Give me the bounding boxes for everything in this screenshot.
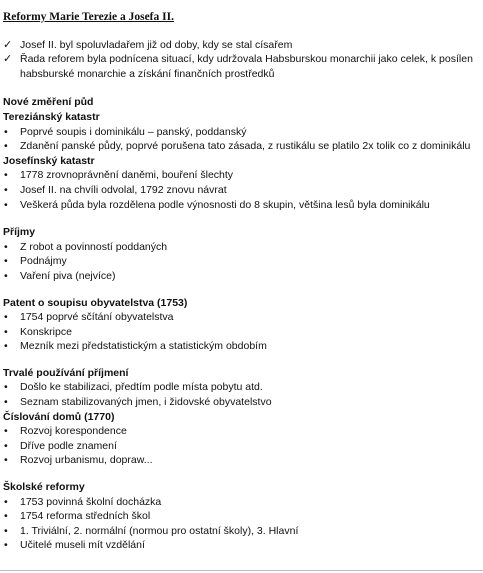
list-item: • 1754 reforma středních škol [3,509,477,524]
subsection-heading: Josefínský katastr [3,154,95,167]
list-item: • Učitelé museli mít vzdělání [3,538,477,553]
section-heading: Patent o soupisu obyvatelstva (1753) [3,296,188,309]
list-item: • Vaření piva (nejvíce) [3,269,477,284]
list-item: • Došlo ke stabilizaci, předtím podle místa pobytu atd. [3,380,477,395]
bullet-list [3,380,477,409]
list-item: • Josef II. na chvíli odvolal, 1792 znovu návrat [3,183,477,198]
section-patent [3,296,477,354]
checkmark-icon: ✓ [3,37,13,51]
bullet-list [3,310,477,354]
bullet-list [3,125,477,154]
page-edge-line [0,570,483,571]
list-item: • Rozvoj urbanismu, dopraw... [3,453,477,468]
bullet-list [3,240,477,284]
list-item: • Seznam stabilizovaných jmen, i židovské obyvatelstvo [3,395,477,410]
section-heading: Trvalé používání příjmení [3,366,129,379]
document-title: Reformy Marie Terezie a Josefa II. [3,11,174,23]
bullet-list [3,168,477,212]
list-item: • 1753 povinná školní docházka [3,495,477,510]
list-item: • 1. Triviální, 2. normální (normou pro ostatní školy), 3. Hlavní [3,524,477,539]
section-mereni-pud [3,95,477,212]
list-item: • Zdanění panské půdy, poprvé porušena tato zásada, z rustikálu se platilo 2x tolik co z dominikálu [3,139,477,154]
intro-checklist [3,38,477,82]
section-skolske [3,480,477,553]
section-prijmy [3,225,477,283]
section-heading: Školské reformy [3,481,85,494]
list-item: • 1754 poprvé sčítání obyvatelstva [3,310,477,325]
section-heading: Nové změření půd [3,96,94,109]
list-item: • Mezník mezi předstatistickým a statistickým obdobím [3,339,477,354]
list-item: • Podnájmy [3,254,477,269]
list-item: • Poprvé soupis i dominikálu – panský, poddanský [3,125,477,140]
list-item: • Z robot a povinností poddaných [3,240,477,255]
checkmark-icon: ✓ [3,52,13,66]
section-cislovani [3,410,477,468]
list-item: • Konskripce [3,325,477,340]
bullet-list [3,495,477,553]
checklist-item [3,52,477,81]
list-item: • Veškerá půda byla rozdělena podle výnosnosti do 8 skupin, většina lesů byla dominikálu [3,198,477,213]
list-item: • 1778 zrovnoprávnění daněmi, bouření šlechty [3,168,477,183]
checklist-item [3,38,477,53]
checklist-item-text: Josef II. byl spoluvladařem již od doby, kdy se stal císařem [20,38,293,51]
section-heading: Číslování domů (1770) [3,410,115,423]
checklist-item-text: Řada reforem byla podnícena situací, kdy udržovala Habsburskou monarchii jako celek, k posílen habsburské monarchie a získání finančních prostředků [20,53,473,80]
section-heading: Příjmy [3,226,36,239]
list-item: • Dříve podle znamení [3,439,477,454]
bullet-list [3,424,477,468]
section-prijmeni [3,366,477,410]
list-item: • Rozvoj korespondence [3,424,477,439]
subsection-heading: Tereziánský katastr [3,110,100,123]
